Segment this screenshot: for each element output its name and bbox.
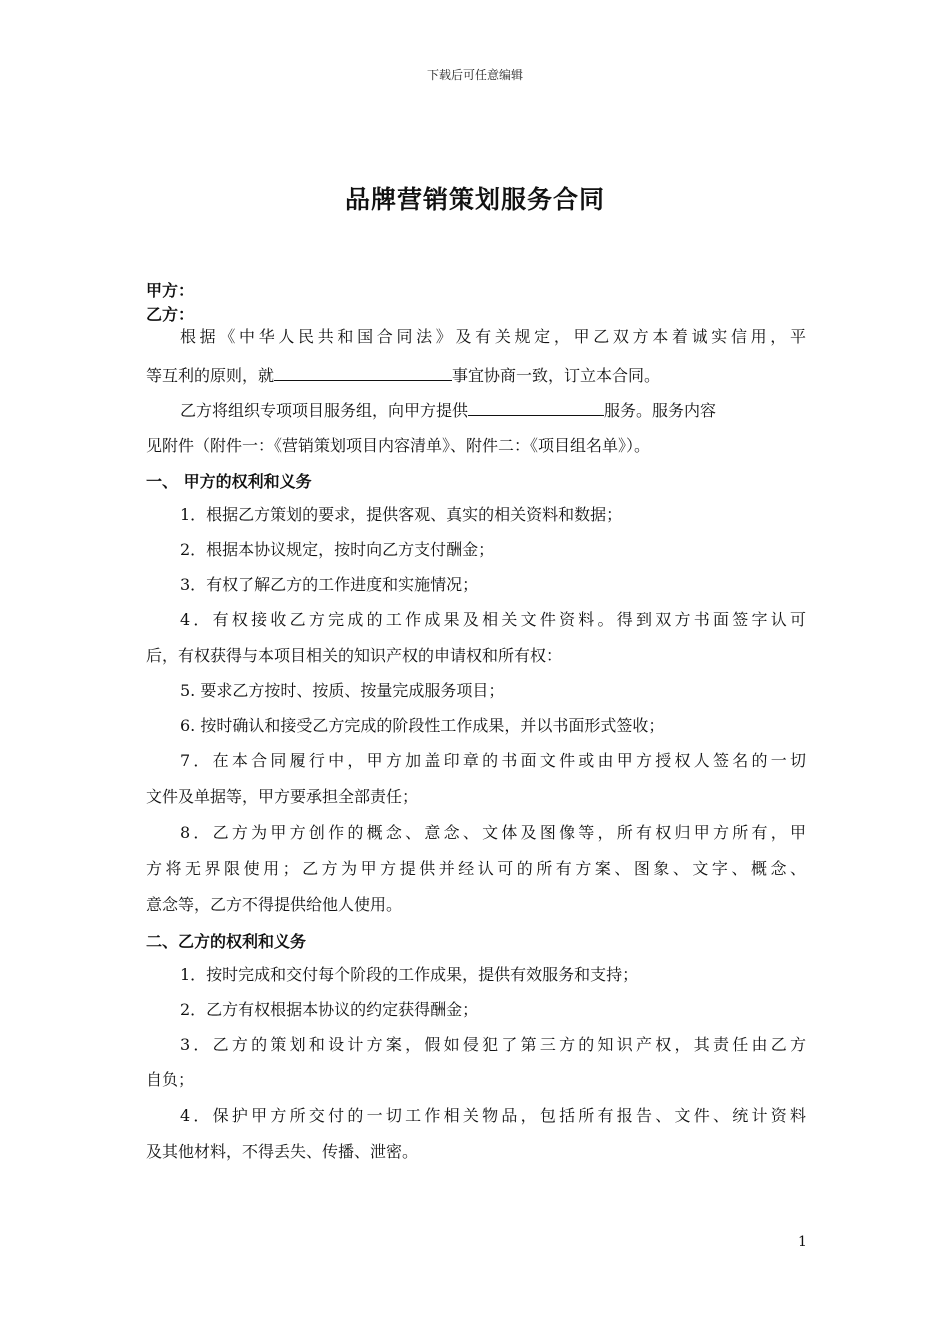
section-1-item-8-line-3: 意念等，乙方不得提供给他人使用。 bbox=[146, 895, 403, 914]
section-1-item-7-line-2: 文件及单据等，甲方要承担全部责任； bbox=[146, 787, 419, 806]
page-number: 1 bbox=[798, 1234, 807, 1250]
intro-line-3 bbox=[180, 398, 806, 422]
document-title: 品牌营销策划服务合同 bbox=[344, 185, 605, 214]
section-1-item-2: 2．根据本协议规定，按时向乙方支付酬金； bbox=[180, 540, 495, 559]
service-blank bbox=[468, 398, 604, 416]
section-2-heading: 二、乙方的权利和义务 bbox=[146, 932, 307, 951]
section-1-item-5: 5. 要求乙方按时、按质、按量完成服务项目； bbox=[180, 681, 505, 700]
intro-line-4: 见附件（附件一：《营销策划项目内容清单》、附件二：《项目组名单》）。 bbox=[146, 436, 651, 455]
intro-line-2-end: 事宜协商一致，订立本合同。 bbox=[452, 366, 661, 385]
section-2-item-4-line-1: 4．保护甲方所交付的一切工作相关物品，包括所有报告、文件、统计资料 bbox=[180, 1106, 806, 1125]
intro-line-3-start: 乙方将组织专项项目服务组，向甲方提供 bbox=[180, 401, 469, 420]
intro-line-2 bbox=[146, 363, 806, 387]
section-1-item-4-line-2: 后，有权获得与本项目相关的知识产权的申请权和所有权： bbox=[146, 646, 563, 665]
section-2-item-3-line-1: 3．乙方的策划和设计方案，假如侵犯了第三方的知识产权，其责任由乙方 bbox=[180, 1035, 806, 1054]
section-2-item-2: 2．乙方有权根据本协议的约定获得酬金； bbox=[180, 1000, 479, 1019]
section-1-item-4-line-1: 4．有权接收乙方完成的工作成果及相关文件资料。得到双方书面签字认可 bbox=[180, 610, 806, 629]
intro-line-3-end: 服务。服务内容 bbox=[604, 401, 717, 420]
intro-line-2-start: 等互利的原则，就 bbox=[146, 366, 275, 385]
header-note: 下载后可任意编辑 bbox=[426, 68, 523, 82]
party-a-label: 甲方： bbox=[146, 281, 195, 300]
section-1-heading: 一、 甲方的权利和义务 bbox=[146, 472, 312, 491]
section-2-item-3-line-2: 自负； bbox=[146, 1070, 195, 1089]
section-1-item-7-line-1: 7．在本合同履行中，甲方加盖印章的书面文件或由甲方授权人签名的一切 bbox=[180, 751, 806, 770]
party-b-label: 乙方： bbox=[146, 305, 195, 324]
section-2-item-4-line-2: 及其他材料，不得丢失、传播、泄密。 bbox=[146, 1142, 419, 1161]
section-1-item-1: 1．根据乙方策划的要求，提供客观、真实的相关资料和数据； bbox=[180, 505, 623, 524]
section-1-item-6: 6. 按时确认和接受乙方完成的阶段性工作成果，并以书面形式签收； bbox=[180, 716, 665, 735]
section-2-item-1: 1．按时完成和交付每个阶段的工作成果，提供有效服务和支持； bbox=[180, 965, 639, 984]
section-1-item-8-line-2: 方将无界限使用；乙方为甲方提供并经认可的所有方案、图象、文字、概念、 bbox=[146, 859, 806, 878]
matter-blank bbox=[274, 363, 452, 381]
intro-line-1: 根据《中华人民共和国合同法》及有关规定，甲乙双方本着诚实信用，平 bbox=[180, 327, 806, 346]
section-1-item-8-line-1: 8．乙方为甲方创作的概念、意念、文体及图像等，所有权归甲方所有，甲 bbox=[180, 823, 806, 842]
section-1-item-3: 3．有权了解乙方的工作进度和实施情况； bbox=[180, 575, 479, 594]
